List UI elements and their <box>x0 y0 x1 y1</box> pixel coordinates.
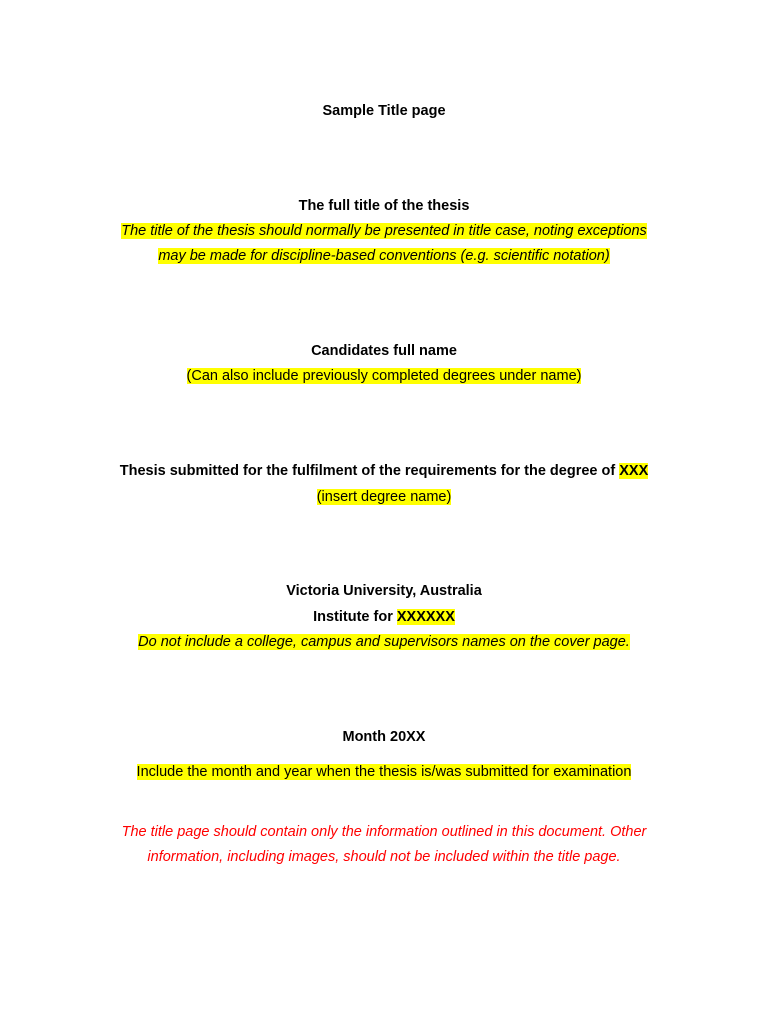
date-heading-text: Month 20XX <box>342 729 426 745</box>
thesis-title-heading <box>0 196 768 216</box>
institution-note-text: Do not include a college, campus and supervisors names on the cover page. <box>138 634 630 650</box>
degree-note <box>0 487 768 507</box>
degree-statement <box>0 461 768 481</box>
footer-note-line2-text: information, including images, should not be included within the title page. <box>147 849 621 865</box>
thesis-title-note-line1-text: The title of the thesis should normally be presented in title case, noting exceptions <box>121 223 647 239</box>
date-heading <box>0 727 768 747</box>
university-name-text: Victoria University, Australia <box>286 583 482 599</box>
institution-note <box>0 632 768 652</box>
thesis-title-note-line2 <box>0 246 768 266</box>
candidate-note <box>0 366 768 386</box>
date-note <box>0 762 768 782</box>
degree-statement-text: Thesis submitted for the fulfilment of the requirements for the degree of <box>119 463 620 479</box>
footer-note-line1 <box>0 822 768 842</box>
institute-placeholder: XXXXXX <box>396 609 455 625</box>
institute-line <box>0 607 768 627</box>
thesis-title-heading-text: The full title of the thesis <box>298 198 470 214</box>
degree-note-text: (insert degree name) <box>316 489 452 505</box>
candidate-heading <box>0 341 768 361</box>
candidate-heading-text: Candidates full name <box>311 343 457 359</box>
candidate-note-text: (Can also include previously completed degrees under name) <box>186 368 582 384</box>
thesis-title-note-line2-text: may be made for discipline-based conventions (e.g. scientific notation) <box>158 248 610 264</box>
thesis-title-note-line1 <box>0 221 768 241</box>
page-title <box>0 101 768 121</box>
university-name <box>0 581 768 601</box>
footer-note-line1-text: The title page should contain only the information outlined in this document. Other <box>121 824 647 840</box>
page-title-text: Sample Title page <box>322 103 446 119</box>
footer-note-line2 <box>0 847 768 867</box>
date-note-text: Include the month and year when the thesis is/was submitted for examination <box>136 764 632 780</box>
degree-placeholder: XXX <box>619 463 649 479</box>
institute-prefix: Institute for <box>313 609 397 625</box>
